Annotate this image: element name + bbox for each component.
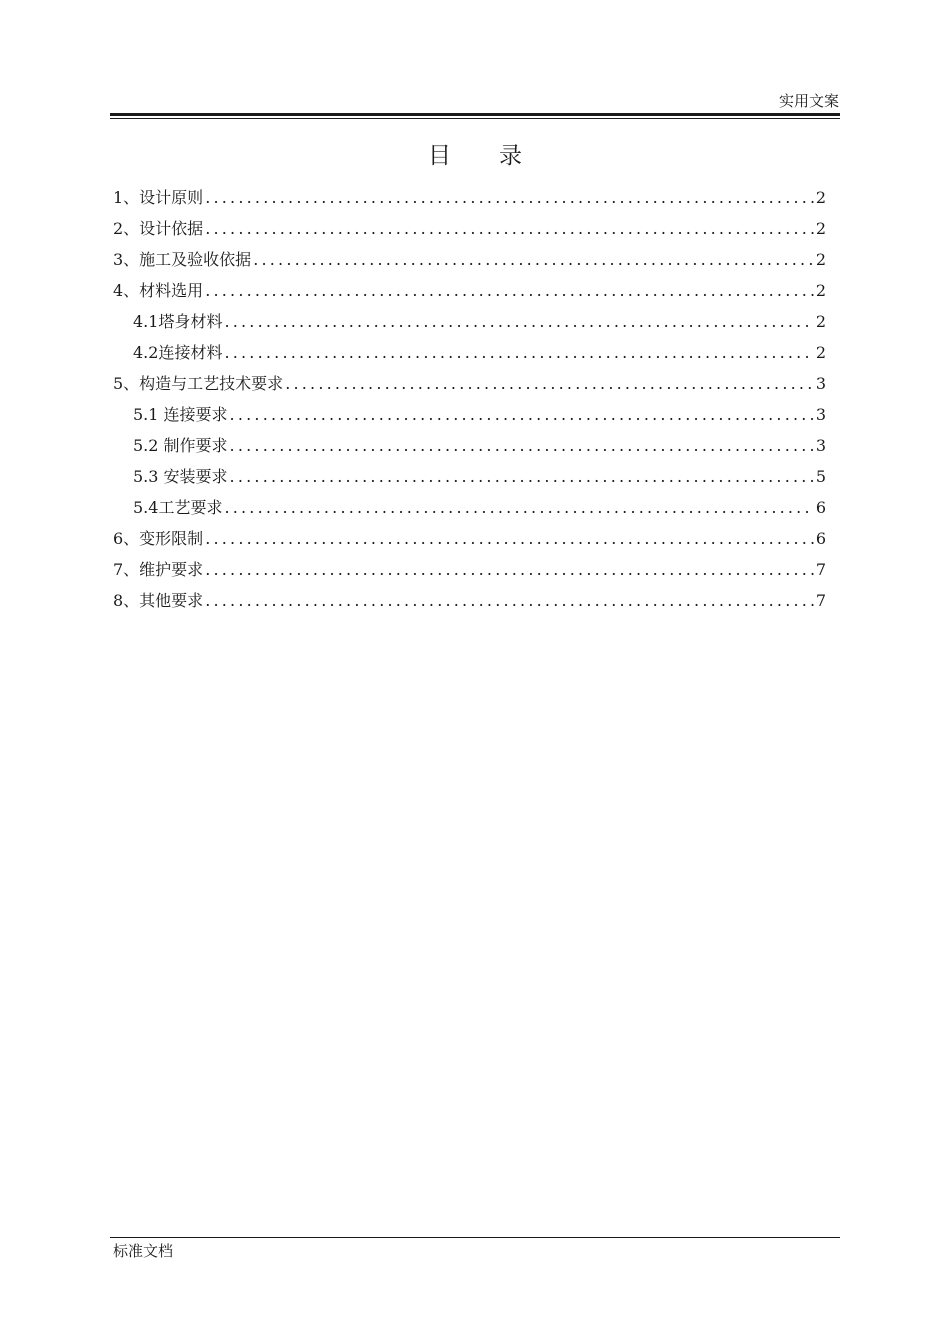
toc-subentry[interactable]	[113, 497, 826, 528]
toc-leader-dots	[230, 435, 814, 457]
toc-title	[0, 141, 950, 171]
toc-entry-page: 2	[815, 343, 826, 362]
toc-leader-dots	[285, 373, 814, 395]
toc-leader-dots	[253, 249, 814, 271]
toc-subentry[interactable]	[113, 404, 826, 435]
toc-leader-dots	[205, 559, 814, 581]
toc-entry-page: 2	[815, 312, 826, 331]
toc-entry[interactable]	[113, 249, 826, 280]
toc-leader-dots	[230, 466, 814, 488]
header-text: 实用文案	[778, 92, 839, 110]
toc-title-part1: 目	[428, 143, 451, 169]
toc-leader-dots	[230, 404, 814, 426]
toc-entry-label: 5.4工艺要求	[133, 498, 223, 517]
toc-entry-label: 4.1塔身材料	[133, 312, 223, 331]
footer-text: 标准文档	[113, 1242, 174, 1260]
toc-entry-label: 4.2连接材料	[133, 343, 223, 362]
footer-rule	[110, 1237, 840, 1238]
toc-entry-page: 7	[815, 560, 826, 579]
toc-entry-label: 5.2 制作要求	[133, 436, 228, 455]
toc-entry-page: 5	[815, 467, 826, 486]
toc-leader-dots	[205, 280, 814, 302]
toc-leader-dots	[205, 528, 814, 550]
toc-subentry[interactable]	[113, 342, 826, 373]
toc-entry-label: 5、构造与工艺技术要求	[113, 374, 284, 393]
toc-entry-page: 2	[815, 250, 826, 269]
toc-entry-page: 3	[815, 436, 826, 455]
toc-entry-label: 8、其他要求	[113, 591, 204, 610]
toc-entry-label: 5.1 连接要求	[133, 405, 228, 424]
toc-entry[interactable]	[113, 559, 826, 590]
toc-entry-label: 3、施工及验收依据	[113, 250, 252, 269]
toc-subentry[interactable]	[113, 435, 826, 466]
toc-title-part2: 录	[499, 143, 522, 169]
toc-entry[interactable]	[113, 528, 826, 559]
toc-entry-label: 6、变形限制	[113, 529, 204, 548]
toc-entry-label: 5.3 安装要求	[133, 467, 228, 486]
toc-leader-dots	[224, 342, 813, 364]
toc-entry-page: 3	[815, 405, 826, 424]
toc-entry-page: 6	[815, 529, 826, 548]
toc-entry-page: 3	[815, 374, 826, 393]
toc-leader-dots	[205, 590, 814, 612]
toc-entry[interactable]	[113, 218, 826, 249]
toc-entry[interactable]	[113, 373, 826, 404]
toc-leader-dots	[205, 187, 814, 209]
toc-subentry[interactable]	[113, 311, 826, 342]
toc-entry[interactable]	[113, 590, 826, 621]
toc-leader-dots	[224, 497, 813, 519]
toc-leader-dots	[224, 311, 813, 333]
toc-entry-page: 2	[815, 188, 826, 207]
toc-entry-page: 6	[815, 498, 826, 517]
toc-entry-page: 7	[815, 591, 826, 610]
toc-entry-label: 4、材料选用	[113, 281, 204, 300]
header-rule-thin	[110, 118, 840, 119]
toc-entry-label: 7、维护要求	[113, 560, 204, 579]
toc-leader-dots	[205, 218, 814, 240]
toc-entry-page: 2	[815, 281, 826, 300]
header-rule-thick	[110, 113, 840, 116]
toc-entry-label: 2、设计依据	[113, 219, 204, 238]
toc-entry-label: 1、设计原则	[113, 188, 204, 207]
toc-subentry[interactable]	[113, 466, 826, 497]
toc-entry[interactable]	[113, 280, 826, 311]
toc-list	[113, 187, 826, 621]
toc-entry[interactable]	[113, 187, 826, 218]
toc-entry-page: 2	[815, 219, 826, 238]
